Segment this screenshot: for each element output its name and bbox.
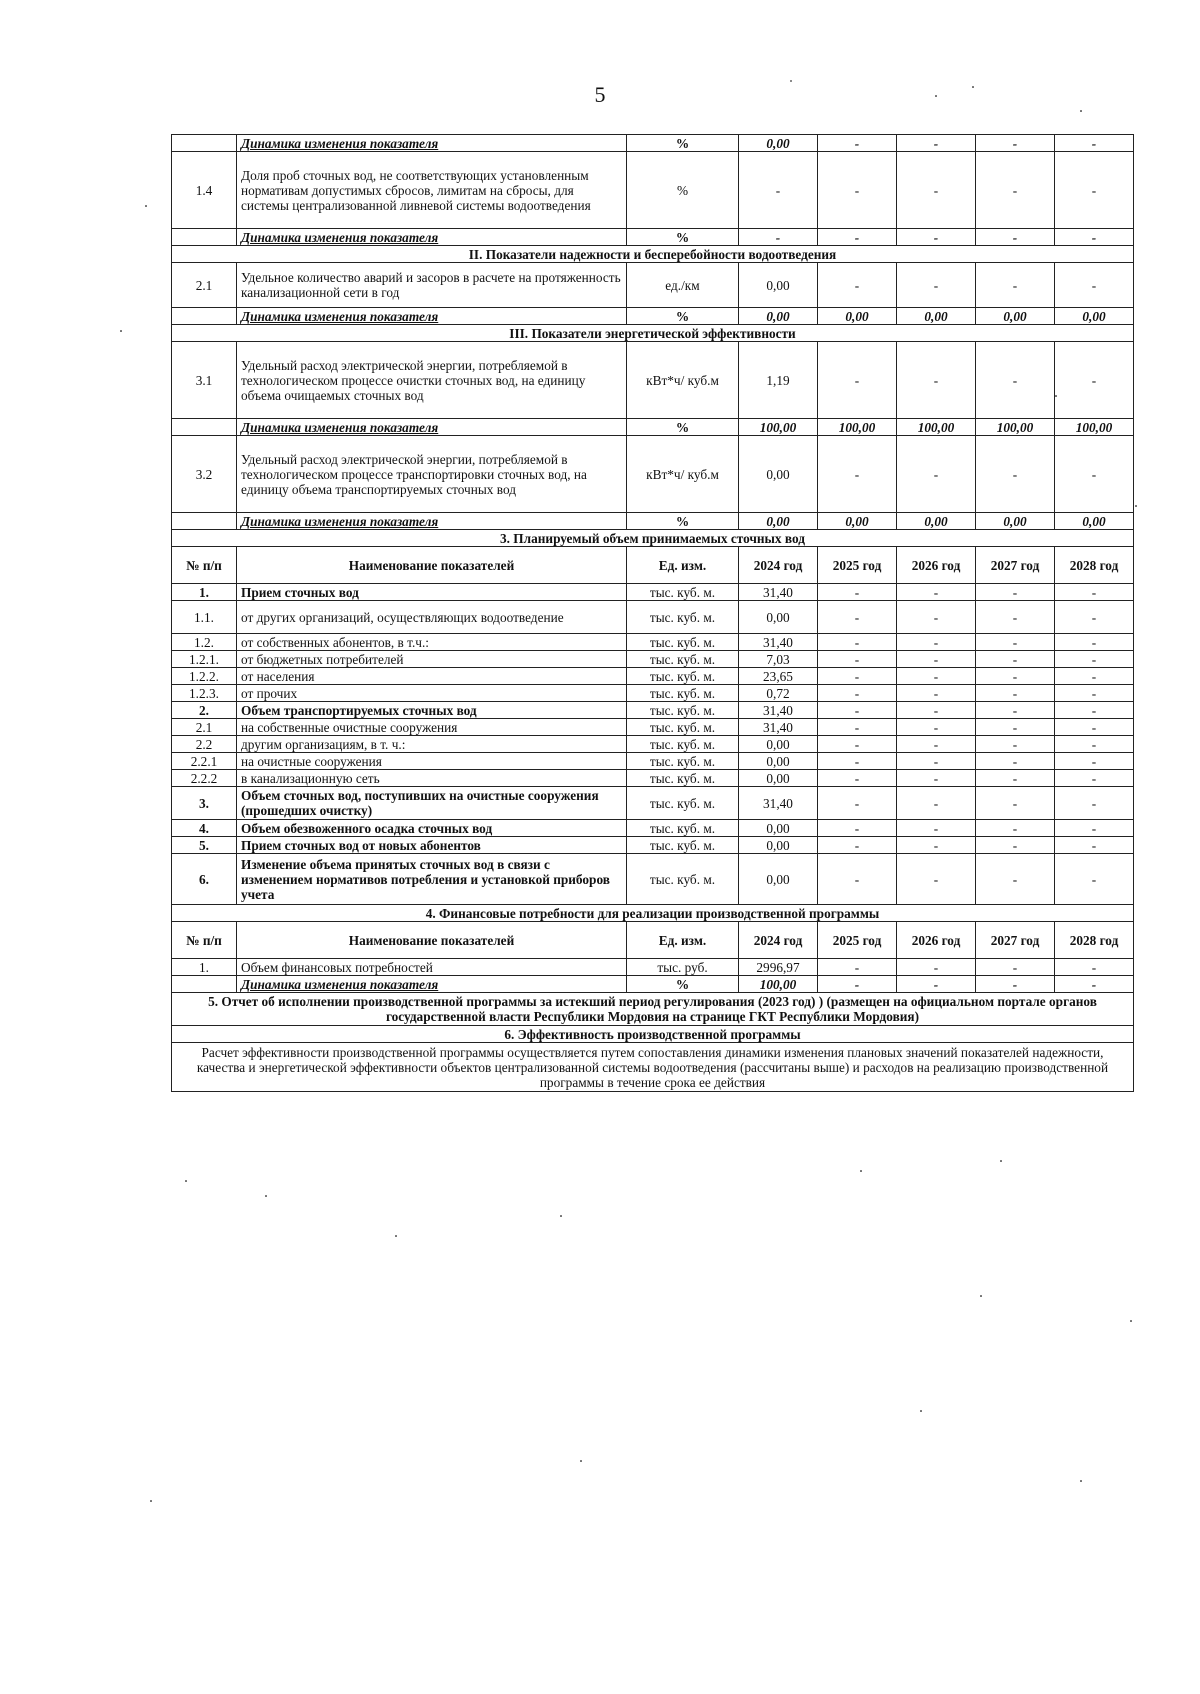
value-cell: - [818, 787, 897, 820]
section-title: III. Показатели энергетической эффективности [172, 325, 1134, 342]
value-cell: - [818, 770, 897, 787]
column-header-row [172, 547, 1134, 584]
value-cell: - [897, 601, 976, 634]
value-cell: 0,00 [976, 513, 1055, 530]
row-number: 5. [172, 837, 237, 854]
value-cell: - [976, 959, 1055, 976]
value-cell: 0,00 [897, 308, 976, 325]
value-cell: - [897, 152, 976, 229]
unit-cell: тыс. куб. м. [627, 854, 739, 905]
value-cell: - [818, 820, 897, 837]
value-cell: 31,40 [739, 787, 818, 820]
unit-cell: % [627, 419, 739, 436]
scan-speck [1080, 1480, 1082, 1482]
indicator-name: Динамика изменения показателя [237, 976, 627, 993]
indicator-row [172, 719, 1134, 736]
unit-cell: тыс. куб. м. [627, 601, 739, 634]
row-number: 6. [172, 854, 237, 905]
indicator-name: Объем сточных вод, поступивших на очистные сооружения (прошедших очистку) [237, 787, 627, 820]
value-cell: - [897, 736, 976, 753]
value-cell: - [1055, 152, 1134, 229]
value-cell: - [897, 770, 976, 787]
unit-cell: % [627, 513, 739, 530]
value-cell: 0,00 [1055, 513, 1134, 530]
indicator-row [172, 601, 1134, 634]
value-cell: - [818, 152, 897, 229]
value-cell: - [976, 770, 1055, 787]
dynamics-row [172, 308, 1134, 325]
row-number [172, 513, 237, 530]
value-cell: - [976, 736, 1055, 753]
row-number: 1.4 [172, 152, 237, 229]
value-cell: - [976, 753, 1055, 770]
section-reliability [172, 246, 1134, 263]
value-cell: - [818, 668, 897, 685]
indicator-row [172, 787, 1134, 820]
unit-cell: % [627, 229, 739, 246]
section-finance [172, 905, 1134, 922]
value-cell: 7,03 [739, 651, 818, 668]
value-cell: - [818, 135, 897, 152]
value-cell: - [818, 959, 897, 976]
scan-speck [1135, 505, 1137, 507]
value-cell: 100,00 [1055, 419, 1134, 436]
row-number: 4. [172, 820, 237, 837]
row-number [172, 419, 237, 436]
indicator-row [172, 685, 1134, 702]
value-cell: 0,00 [739, 837, 818, 854]
page-number: 5 [594, 82, 606, 107]
unit-cell: % [627, 135, 739, 152]
unit-cell: % [627, 976, 739, 993]
header-year: 2027 год [976, 547, 1055, 584]
value-cell: - [976, 702, 1055, 719]
value-cell: - [976, 976, 1055, 993]
row-number: 2. [172, 702, 237, 719]
indicator-name: на очистные сооружения [237, 753, 627, 770]
indicator-name: от прочих [237, 685, 627, 702]
value-cell: - [976, 152, 1055, 229]
section-efficiency [172, 1026, 1134, 1043]
section-energy [172, 325, 1134, 342]
document-table-wrapper [171, 134, 1133, 1092]
row-number: 1. [172, 959, 237, 976]
value-cell: - [1055, 601, 1134, 634]
indicator-name: от населения [237, 668, 627, 685]
dynamics-row [172, 135, 1134, 152]
unit-cell: ед./км [627, 263, 739, 308]
header-year: 2024 год [739, 922, 818, 959]
indicator-name: Динамика изменения показателя [237, 419, 627, 436]
value-cell: - [818, 342, 897, 419]
indicator-row [172, 634, 1134, 651]
indicator-name: от собственных абонентов, в т.ч.: [237, 634, 627, 651]
unit-cell: тыс. куб. м. [627, 787, 739, 820]
unit-cell: тыс. куб. м. [627, 736, 739, 753]
value-cell: - [897, 263, 976, 308]
value-cell: - [897, 959, 976, 976]
row-number: 1.1. [172, 601, 237, 634]
value-cell: - [897, 787, 976, 820]
scan-speck [1130, 1320, 1132, 1322]
value-cell: - [1055, 976, 1134, 993]
indicator-name: Прием сточных вод от новых абонентов [237, 837, 627, 854]
value-cell: - [1055, 685, 1134, 702]
scan-speck [1080, 110, 1082, 112]
unit-cell: тыс. куб. м. [627, 753, 739, 770]
row-number: 2.2.2 [172, 770, 237, 787]
row-number: 2.2 [172, 736, 237, 753]
value-cell: 0,00 [818, 308, 897, 325]
indicator-name: Прием сточных вод [237, 584, 627, 601]
value-cell: - [1055, 753, 1134, 770]
value-cell: - [897, 342, 976, 419]
efficiency-text-row [172, 1043, 1134, 1092]
value-cell: - [1055, 668, 1134, 685]
indicator-name: Удельный расход электрической энергии, потребляемой в технологическом процессе очистки сточных вод, на единицу объема очищаемых сточных вод [237, 342, 627, 419]
scan-speck [972, 86, 974, 88]
row-number: 3. [172, 787, 237, 820]
header-unit: Ед. изм. [627, 922, 739, 959]
indicator-row [172, 342, 1134, 419]
value-cell: - [1055, 584, 1134, 601]
indicator-name: Удельный расход электрической энергии, потребляемой в технологическом процессе транспортировки сточных вод, на единицу объема транспортируемых сточных вод [237, 436, 627, 513]
indicator-row [172, 702, 1134, 719]
row-number [172, 135, 237, 152]
value-cell: 31,40 [739, 584, 818, 601]
value-cell: - [1055, 787, 1134, 820]
value-cell: - [1055, 719, 1134, 736]
indicator-row [172, 820, 1134, 837]
scan-speck [980, 1295, 982, 1297]
value-cell: - [897, 135, 976, 152]
value-cell: 2996,97 [739, 959, 818, 976]
indicator-row [172, 152, 1134, 229]
value-cell: - [1055, 837, 1134, 854]
indicator-row [172, 736, 1134, 753]
value-cell: - [897, 651, 976, 668]
row-number: 2.1 [172, 263, 237, 308]
value-cell: - [818, 229, 897, 246]
value-cell: 0,00 [739, 770, 818, 787]
value-cell: - [1055, 342, 1134, 419]
value-cell: - [976, 837, 1055, 854]
section-title: 4. Финансовые потребности для реализации производственной программы [172, 905, 1134, 922]
scan-speck [150, 1500, 152, 1502]
value-cell: - [1055, 736, 1134, 753]
value-cell: 0,00 [739, 601, 818, 634]
indicator-name: Динамика изменения показателя [237, 135, 627, 152]
value-cell: - [976, 854, 1055, 905]
value-cell: - [976, 668, 1055, 685]
value-cell: - [897, 584, 976, 601]
scan-speck [935, 95, 937, 97]
scan-speck [580, 1460, 582, 1462]
value-cell: - [897, 634, 976, 651]
value-cell: - [1055, 263, 1134, 308]
scan-speck [265, 1195, 267, 1197]
indicator-name: Динамика изменения показателя [237, 229, 627, 246]
indicator-name: Доля проб сточных вод, не соответствующих установленным нормативам допустимых сбросов, лимитам на сбросы, для системы централизованной ливневой системы водоотведения [237, 152, 627, 229]
indicator-name: Динамика изменения показателя [237, 513, 627, 530]
indicator-name: на собственные очистные сооружения [237, 719, 627, 736]
section-title: II. Показатели надежности и бесперебойности водоотведения [172, 246, 1134, 263]
value-cell: - [1055, 820, 1134, 837]
unit-cell: тыс. руб. [627, 959, 739, 976]
value-cell: - [897, 854, 976, 905]
value-cell: - [976, 342, 1055, 419]
value-cell: - [1055, 959, 1134, 976]
scan-speck [920, 1410, 922, 1412]
value-cell: 31,40 [739, 634, 818, 651]
value-cell: - [976, 719, 1055, 736]
column-header-row [172, 922, 1134, 959]
production-program-table [171, 134, 1134, 1092]
row-number: 1.2.1. [172, 651, 237, 668]
value-cell: - [976, 135, 1055, 152]
indicator-row [172, 668, 1134, 685]
value-cell: - [818, 584, 897, 601]
indicator-row [172, 753, 1134, 770]
value-cell: 100,00 [739, 976, 818, 993]
indicator-name: Объем обезвоженного осадка сточных вод [237, 820, 627, 837]
indicator-name: другим организациям, в т. ч.: [237, 736, 627, 753]
scan-speck [120, 330, 122, 332]
value-cell: - [1055, 135, 1134, 152]
value-cell: 0,00 [897, 513, 976, 530]
scan-speck [860, 1170, 862, 1172]
value-cell: - [976, 584, 1055, 601]
header-year: 2026 год [897, 547, 976, 584]
value-cell: - [897, 436, 976, 513]
indicator-row [172, 436, 1134, 513]
row-number: 1.2.2. [172, 668, 237, 685]
header-unit: Ед. изм. [627, 547, 739, 584]
scan-speck [1055, 395, 1057, 397]
value-cell: - [739, 152, 818, 229]
value-cell: 1,19 [739, 342, 818, 419]
indicator-row [172, 959, 1134, 976]
value-cell: 0,00 [976, 308, 1055, 325]
value-cell: - [818, 634, 897, 651]
scan-speck [1000, 1160, 1002, 1162]
value-cell: - [818, 651, 897, 668]
header-name: Наименование показателей [237, 922, 627, 959]
unit-cell: тыс. куб. м. [627, 634, 739, 651]
scan-speck [145, 205, 147, 207]
value-cell: - [976, 820, 1055, 837]
indicator-name: в канализационную сеть [237, 770, 627, 787]
unit-cell: кВт*ч/ куб.м [627, 342, 739, 419]
scan-speck [395, 1235, 397, 1237]
dynamics-row [172, 513, 1134, 530]
value-cell: - [976, 787, 1055, 820]
header-year: 2028 год [1055, 922, 1134, 959]
unit-cell: тыс. куб. м. [627, 837, 739, 854]
row-number: 1.2. [172, 634, 237, 651]
value-cell: - [818, 837, 897, 854]
header-year: 2027 год [976, 922, 1055, 959]
indicator-name: Изменение объема принятых сточных вод в связи с изменением нормативов потребления и установкой приборов учета [237, 854, 627, 905]
value-cell: 0,00 [739, 854, 818, 905]
value-cell: - [976, 601, 1055, 634]
row-number: 1.2.3. [172, 685, 237, 702]
header-number: № п/п [172, 547, 237, 584]
value-cell: - [818, 685, 897, 702]
value-cell: - [1055, 634, 1134, 651]
value-cell: - [818, 736, 897, 753]
value-cell: - [818, 601, 897, 634]
header-year: 2025 год [818, 547, 897, 584]
value-cell: - [897, 229, 976, 246]
row-number: 1. [172, 584, 237, 601]
header-year: 2024 год [739, 547, 818, 584]
value-cell: - [818, 702, 897, 719]
value-cell: 0,00 [1055, 308, 1134, 325]
section-report [172, 993, 1134, 1026]
indicator-name: от бюджетных потребителей [237, 651, 627, 668]
value-cell: - [818, 976, 897, 993]
value-cell: 31,40 [739, 702, 818, 719]
unit-cell: % [627, 308, 739, 325]
section-title: 3. Планируемый объем принимаемых сточных вод [172, 530, 1134, 547]
unit-cell: % [627, 152, 739, 229]
indicator-row [172, 837, 1134, 854]
header-year: 2026 год [897, 922, 976, 959]
value-cell: 100,00 [897, 419, 976, 436]
unit-cell: тыс. куб. м. [627, 719, 739, 736]
value-cell: - [818, 753, 897, 770]
value-cell: - [897, 685, 976, 702]
value-cell: - [897, 753, 976, 770]
value-cell: - [1055, 651, 1134, 668]
value-cell: 0,00 [739, 308, 818, 325]
value-cell: - [897, 820, 976, 837]
row-number: 2.1 [172, 719, 237, 736]
value-cell: - [897, 976, 976, 993]
indicator-name: Объем финансовых потребностей [237, 959, 627, 976]
section-title: 6. Эффективность производственной программы [172, 1026, 1134, 1043]
header-year: 2025 год [818, 922, 897, 959]
value-cell: - [976, 651, 1055, 668]
indicator-name: от других организаций, осуществляющих водоотведение [237, 601, 627, 634]
unit-cell: тыс. куб. м. [627, 651, 739, 668]
value-cell: - [1055, 229, 1134, 246]
value-cell: - [976, 634, 1055, 651]
header-year: 2028 год [1055, 547, 1134, 584]
value-cell: - [897, 668, 976, 685]
value-cell: 0,00 [739, 513, 818, 530]
value-cell: - [1055, 854, 1134, 905]
scan-speck [185, 1180, 187, 1182]
unit-cell: тыс. куб. м. [627, 584, 739, 601]
header-name: Наименование показателей [237, 547, 627, 584]
value-cell: - [976, 685, 1055, 702]
value-cell: 0,00 [739, 436, 818, 513]
indicator-name: Динамика изменения показателя [237, 308, 627, 325]
value-cell: - [897, 837, 976, 854]
value-cell: - [818, 854, 897, 905]
unit-cell: тыс. куб. м. [627, 685, 739, 702]
dynamics-row [172, 419, 1134, 436]
header-number: № п/п [172, 922, 237, 959]
value-cell: 31,40 [739, 719, 818, 736]
value-cell: - [976, 436, 1055, 513]
value-cell: - [976, 263, 1055, 308]
indicator-row [172, 651, 1134, 668]
unit-cell: тыс. куб. м. [627, 770, 739, 787]
indicator-name: Объем транспортируемых сточных вод [237, 702, 627, 719]
dynamics-row [172, 229, 1134, 246]
indicator-row [172, 854, 1134, 905]
value-cell: 100,00 [976, 419, 1055, 436]
value-cell: - [897, 719, 976, 736]
value-cell: - [1055, 702, 1134, 719]
value-cell: 100,00 [818, 419, 897, 436]
value-cell: - [1055, 436, 1134, 513]
value-cell: 0,00 [739, 753, 818, 770]
indicator-row [172, 263, 1134, 308]
dynamics-row [172, 976, 1134, 993]
value-cell: 0,00 [818, 513, 897, 530]
section-title: 5. Отчет об исполнении производственной программы за истекший период регулирования (2023 год) ) (размещен на официальном портале органов государственной власти Республики Мордовия на странице ГКТ Республики Мордовия) [172, 993, 1134, 1026]
scan-speck [560, 1215, 562, 1217]
value-cell: - [818, 719, 897, 736]
row-number: 2.2.1 [172, 753, 237, 770]
value-cell: 23,65 [739, 668, 818, 685]
efficiency-text: Расчет эффективности производственной программы осуществляется путем сопоставления динамики изменения плановых значений показателей надежности, качества и энергетической эффективности объектов централизованной системы водоотведения (рассчитаны выше) и расходов на реализацию производственной программы в течение срока ее действия [172, 1043, 1134, 1092]
row-number: 3.1 [172, 342, 237, 419]
unit-cell: тыс. куб. м. [627, 702, 739, 719]
row-number [172, 976, 237, 993]
indicator-row [172, 584, 1134, 601]
value-cell: - [739, 229, 818, 246]
unit-cell: кВт*ч/ куб.м [627, 436, 739, 513]
value-cell: 0,72 [739, 685, 818, 702]
value-cell: - [818, 263, 897, 308]
value-cell: - [897, 702, 976, 719]
row-number: 3.2 [172, 436, 237, 513]
value-cell: 0,00 [739, 135, 818, 152]
scan-speck [790, 80, 792, 82]
value-cell: - [818, 436, 897, 513]
row-number [172, 308, 237, 325]
value-cell: - [1055, 770, 1134, 787]
unit-cell: тыс. куб. м. [627, 668, 739, 685]
value-cell: - [976, 229, 1055, 246]
row-number [172, 229, 237, 246]
value-cell: 0,00 [739, 736, 818, 753]
value-cell: 100,00 [739, 419, 818, 436]
indicator-row [172, 770, 1134, 787]
value-cell: 0,00 [739, 820, 818, 837]
indicator-name: Удельное количество аварий и засоров в расчете на протяженность канализационной сети в год [237, 263, 627, 308]
unit-cell: тыс. куб. м. [627, 820, 739, 837]
section-volume [172, 530, 1134, 547]
value-cell: 0,00 [739, 263, 818, 308]
